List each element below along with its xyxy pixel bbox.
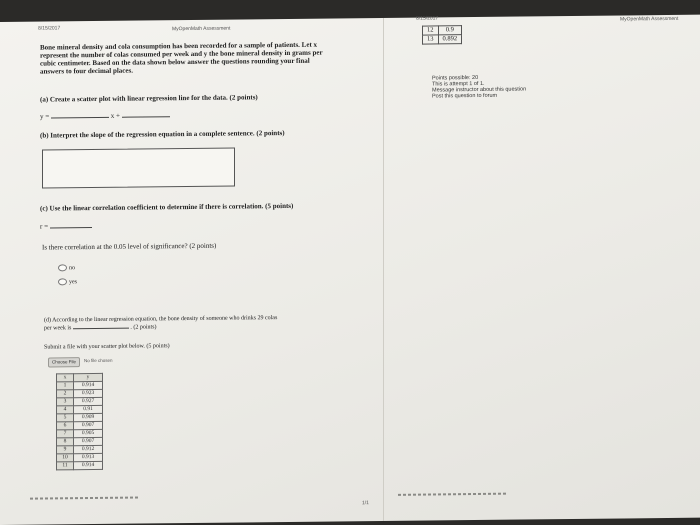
intro-line: answers to four decimal places. [40, 66, 133, 76]
interpretation-textarea[interactable] [42, 148, 235, 189]
printed-document [0, 15, 700, 525]
y-cell: 0.914 [74, 461, 103, 469]
part-a-equation [40, 111, 170, 120]
y-equals-label: y = [40, 112, 50, 121]
points-possible: Points possible: 20 [432, 74, 479, 82]
y-cell: 0.91 [74, 405, 103, 413]
page-number: 1/1 [362, 500, 369, 507]
x-plus-label: x + [110, 111, 120, 120]
table-row [423, 26, 462, 35]
y-cell: 0.892 [438, 35, 462, 44]
x-cell: 7 [57, 430, 74, 438]
intro-line: cubic centimeter. Based on the data shown below answer the questions rounding your final [40, 56, 310, 68]
print-date: 8/15/2017 [416, 15, 439, 22]
attempt-info: This is attempt 1 of 1. [432, 80, 485, 88]
y-cell: 0.912 [74, 445, 103, 453]
option-yes[interactable] [58, 278, 77, 286]
y-cell: 0.907 [74, 437, 103, 445]
part-a-prompt: (a) Create a scatter plot with linear regression line for the data. (2 points) [40, 93, 258, 104]
x-cell: 5 [57, 414, 74, 422]
part-b-prompt: (b) Interpret the slope of the regression equation in a complete sentence. (2 points) [40, 129, 285, 140]
part-d-prompt [44, 314, 277, 332]
x-cell: 8 [57, 438, 74, 446]
bone-density-input[interactable] [73, 328, 129, 330]
table-row [423, 35, 462, 44]
print-header-title: MyOpenMath Assessment [620, 15, 679, 23]
y-header: y [74, 373, 103, 381]
left-page [0, 18, 384, 525]
part-c-r [40, 222, 92, 231]
y-cell: 0.923 [74, 389, 103, 397]
option-yes-label: yes [69, 279, 77, 286]
submit-file-prompt: Submit a file with your scatter plot below. (5 points) [44, 343, 170, 351]
right-page [384, 15, 700, 521]
r-equals-label: r = [40, 222, 49, 231]
print-date: 8/15/2017 [38, 25, 61, 32]
y-cell: 0.905 [74, 429, 103, 437]
x-cell: 12 [423, 26, 439, 35]
r-input[interactable] [50, 227, 92, 228]
x-cell: 13 [423, 35, 439, 44]
print-header-title: MyOpenMath Assessment [172, 25, 231, 33]
intro-line: Bone mineral density and cola consumption has been recorded for a sample of patients. Let x [40, 40, 318, 52]
x-cell: 9 [57, 446, 74, 454]
radio-no[interactable] [58, 264, 67, 271]
x-cell: 11 [57, 462, 74, 470]
file-status: No file chosen [84, 357, 113, 364]
x-cell: 6 [57, 422, 74, 430]
y-cell: 0.907 [74, 421, 103, 429]
footer-url [398, 493, 508, 496]
part-c-prompt: (c) Use the linear correlation coefficient to determine if there is correlation. (5 points) [40, 201, 294, 213]
x-cell: 1 [57, 382, 74, 390]
intro-line: represent the number of colas consumed per week and y the bone mineral density in grams per [40, 48, 323, 60]
y-cell: 0.913 [74, 453, 103, 461]
slope-input[interactable] [51, 117, 109, 119]
part-d-line: (d) According to the linear regression equation, the bone density of someone who drinks 29 colas [44, 315, 278, 324]
post-to-forum-link[interactable]: Post this question to forum [432, 92, 498, 100]
correlation-question: Is there correlation at the 0.05 level of significance? (2 points) [42, 241, 217, 252]
x-cell: 4 [57, 406, 74, 414]
y-cell: 0.914 [74, 381, 103, 389]
data-table-continued [422, 25, 462, 44]
message-instructor-link[interactable]: Message instructor about this question [432, 86, 527, 94]
y-cell: 0.9 [438, 26, 462, 35]
footer-url [30, 497, 140, 500]
part-d-points: . (2 points) [130, 324, 157, 331]
part-d-line: per week is [44, 325, 72, 332]
radio-yes[interactable] [58, 278, 67, 285]
choose-file-button[interactable]: Choose File [48, 357, 80, 367]
y-cell: 0.909 [74, 413, 103, 421]
question-intro [40, 40, 358, 75]
x-cell: 3 [57, 398, 74, 406]
option-no[interactable] [58, 264, 75, 272]
x-cell: 2 [57, 390, 74, 398]
x-cell: 10 [57, 454, 74, 462]
x-header: x [57, 374, 74, 382]
y-cell: 0.927 [74, 397, 103, 405]
intercept-input[interactable] [122, 116, 170, 118]
data-table [56, 373, 103, 470]
option-no-label: no [69, 265, 75, 272]
table-row [57, 461, 103, 469]
